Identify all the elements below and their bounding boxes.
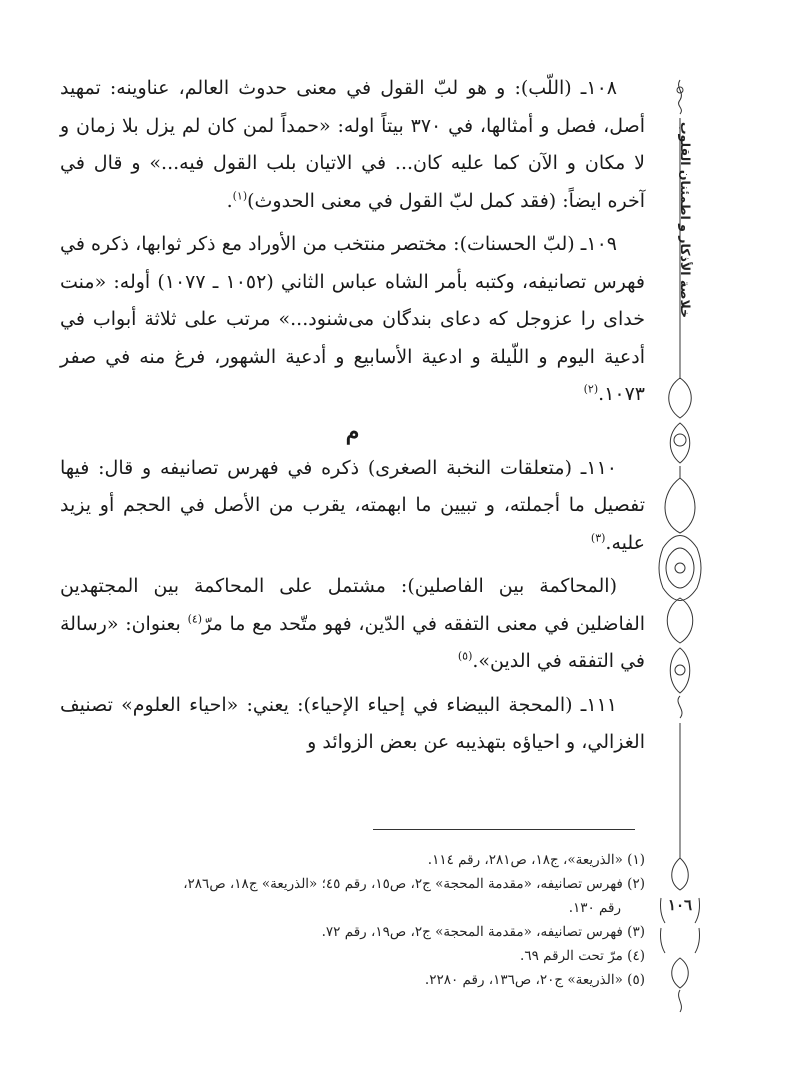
paragraph-109: ١٠٩ـ (لبّ الحسنات): مختصر منتخب من الأوراد مع ذكر ثوابها، ذكره في فهرس تصانيفه، وكتبه بأمر الشاه عباس الثاني (١٠٥٢ ـ ١٠٧٧) أوله: «منت خداى را عزوجل كه دعاى بندگان مى‌شنود...» مرتب على ثلاثة أبواب في أدعية اليوم و اللّيلة و ادعية الأسابيع و أدعية الشهور، فرغ منه في صفر ١٠٧٣.$^{(٢)}$ bbox=[60, 233, 646, 405]
footnote-4: (٤) مرّ تحت الرقم ٦٩. bbox=[520, 948, 645, 964]
paragraph-108-text: ١٠٨ـ (اللّب): و هو لبّ القول في معنى حدوث العالم، عناوينه: تمهيد أصل، فصل و أمثالها، في ٣٧٠ بيتاً اوله: «حمداً لمن كان لم يزل بلا زمان و لا مكان و الآن كما عليه كان... في الاتيان بلب القول فيه...» و قال في آخره ايضاً: (فقد كمل لبّ القول في معنى الحدوث) bbox=[60, 77, 646, 212]
footnote-ref-4: (٤) bbox=[187, 612, 203, 626]
paragraph-111: ١١١ـ (المحجة البيضاء في إحياء الإحياء): يعني: «احياء العلوم» تصنيف الغزالي، و احياؤه بتهذيبه عن بعض الزوائد و bbox=[60, 693, 645, 753]
section-letter: م bbox=[345, 418, 360, 445]
footnote-ref-1: (١) bbox=[232, 189, 248, 203]
body-text bbox=[60, 70, 645, 762]
paragraph-mohakama-text: (المحاكمة بين الفاصلين): مشتمل على المحاكمة بين المجتهدين الفاضلين في معنى التفقه في الدّين، فهو متّحد مع ما مرّ bbox=[60, 575, 646, 635]
footnote-1: (١) «الذريعة»، ج١٨، ص٢٨١، رقم ١١٤. bbox=[427, 852, 645, 868]
paragraph-108: ١٠٨ـ (اللّب): و هو لبّ القول في معنى حدوث العالم، عناوينه: تمهيد أصل، فصل و أمثالها، في ٣٧٠ بيتاً اوله: «حمداً لمن كان لم يزل بلا زمان و لا مكان و الآن كما عليه كان... في الاتيان بلب القول فيه...» و قال في آخره ايضاً: (فقد كمل لبّ القول في معنى الحدوث)$^{(١)}$. bbox=[60, 77, 646, 212]
footnote-5: (٥) «الذريعة» ج٢٠، ص١٣٦، رقم ٢٢٨٠. bbox=[424, 972, 645, 988]
paragraph-mohakama-tail: بعنوان: «رسالة في التفقه في الدين». bbox=[60, 612, 645, 672]
running-head: خلاصة الأذكار و اطمئنان القلوب bbox=[678, 122, 693, 318]
paragraph-110-text: ١١٠ـ (متعلقات النخبة الصغرى) ذكره في فهرس تصانيفه و قال: فيها تفصيل ما أجملته، و تبيين ما ابهمته، يقرب من الأصل في الحجم أو يزيد عليه. bbox=[60, 456, 645, 554]
footnote-separator bbox=[373, 829, 635, 830]
paragraph-mohakama bbox=[60, 568, 645, 681]
footnote-3: (٣) فهرس تصانيفه، «مقدمة المحجة» ج٢، ص١٩، رقم ٧٢. bbox=[321, 924, 645, 940]
footnote-ref-3: (٣) bbox=[590, 531, 606, 545]
paragraph-110 bbox=[60, 450, 645, 563]
footnote-ref-5: (٥) bbox=[457, 649, 473, 663]
footnotes bbox=[60, 848, 645, 992]
footnote-ref-2: (٢) bbox=[583, 382, 599, 396]
footnote-2-continued: رقم ١٣٠. bbox=[568, 900, 621, 916]
paragraph-109-text: ١٠٩ـ (لبّ الحسنات): مختصر منتخب من الأوراد مع ذكر ثوابها، ذكره في فهرس تصانيفه، وكتبه بأمر الشاه عباس الثاني (١٠٥٢ ـ ١٠٧٧) أوله: «منت خداى را عزوجل كه دعاى بندگان مى‌شنود...» مرتب على ثلاثة أبواب في أدعية اليوم و اللّيلة و ادعية الأسابيع و أدعية الشهور، فرغ منه في صفر ١٠٧٣ bbox=[60, 233, 646, 405]
footnote-2: (٢) فهرس تصانيفه، «مقدمة المحجة» ج٢، ص١٥، رقم ٤٥؛ «الذريعة» ج١٨، ص٢٨٦، bbox=[183, 876, 645, 892]
page-number: ١٠٦ bbox=[667, 896, 693, 914]
